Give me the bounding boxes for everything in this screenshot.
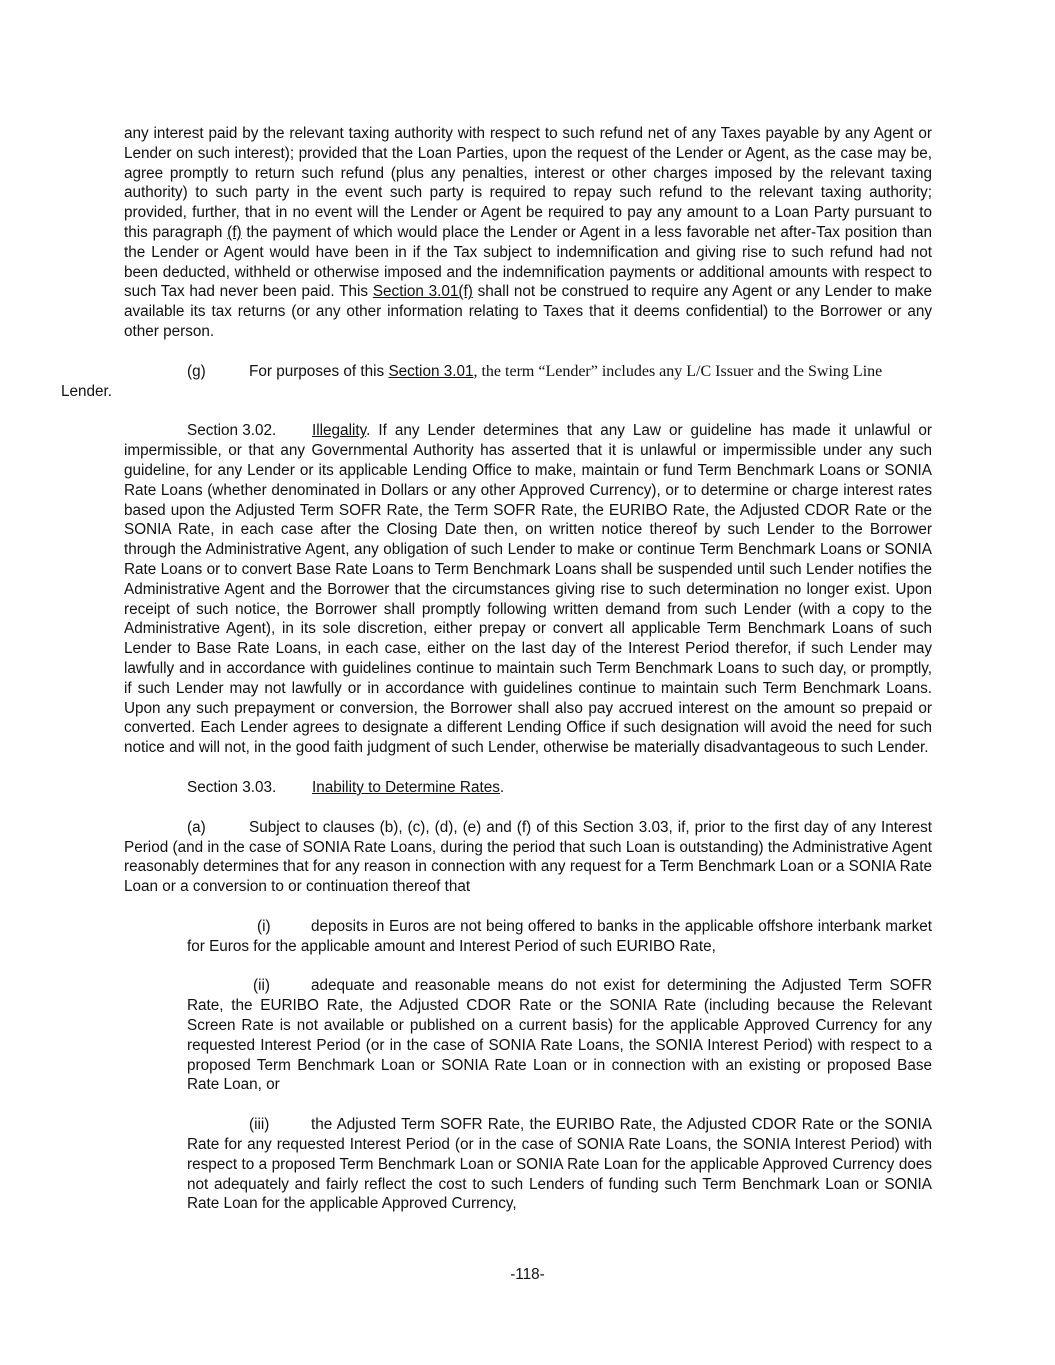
text: the Adjusted Term SOFR Rate, the EURIBO Rate, the Adjusted CDOR Rate or the SONIA Rate for any requested Interest Period (or in the case of SONIA Rate Loans, the SONIA Interest Period) with respect to a proposed Term Benchmark Loan or SONIA Rate Loan for the applicable Approved Currency does not adequately and fairly reflect the cost to such Lenders of funding such Term Benchmark Loan or SONIA Rate Loan for the applicable Approved Currency, <box>187 1116 932 1213</box>
clause-label: (iii) <box>249 1116 270 1134</box>
section-3-03 <box>124 778 932 798</box>
text: shall not be construed to require any Agent or any Lender to make available its tax returns (or any other information relating to Taxes that it deems confidential) to the Borrower or any other person. <box>124 283 933 340</box>
section-heading: Inability to Determine Rates <box>312 778 500 796</box>
cross-reference: Section 3.01(f) <box>372 283 473 301</box>
clause-label: (a) <box>187 818 206 836</box>
clause-label: (g) <box>187 362 206 380</box>
clause-label: (i) <box>257 917 271 935</box>
text: adequate and reasonable means do not exist for determining the Adjusted Term SOFR Rate, the EURIBO Rate, the Adjusted CDOR Rate or the SONIA Rate (including because the Relevant Screen Rate is not available or published on a current basis) for the applicable Approved Currency for any requested Interest Period (or in the case of SONIA Rate Loans, the SONIA Interest Period) with respect to a proposed Term Benchmark Loan or SONIA Rate Loan or in connection with an existing or proposed Base Rate Loan, or <box>187 977 932 1094</box>
section-label: Section 3.03. <box>187 778 277 796</box>
text: deposits in Euros are not being offered to banks in the applicable offshore interbank market for Euros for the applicable amount and Interest Period of such EURIBO Rate, <box>187 917 932 955</box>
text: Lender. <box>61 382 113 400</box>
document-page <box>61 124 933 1214</box>
text: For purposes of this <box>249 362 389 380</box>
page-number: -118- <box>510 1266 545 1283</box>
paragraph-f-continuation <box>124 124 932 342</box>
text: , the term “Lender” includes any L/C Issuer and the Swing Line <box>473 362 883 380</box>
paragraph-g <box>61 362 932 402</box>
cross-reference: (f) <box>227 223 242 241</box>
clause-a <box>124 818 932 897</box>
text: . If any Lender determines that any Law or guideline has made it unlawful or impermissible, or that any Governmental Authority has asserted that it is unlawful or impermissible under any such guideline, for any Lender or its applicable Lending Office to make, maintain or fund Term Benchmark Loans or SONIA Rate Loans (whether denominated in Dollars or any other Approved Currency), or to determine or charge interest rates based upon the Adjusted Term SOFR Rate, the Term SOFR Rate, the EURIBO Rate, the Adjusted CDOR Rate or the SONIA Rate, in each case after the Closing Date then, on written notice thereof by such Lender to the Borrower through the Administrative Agent, any obligation of such Lender to make or continue Term Benchmark Loans or SONIA Rate Loans or to convert Base Rate Loans to Term Benchmark Loans shall be suspended until such Lender notifies the Administrative Agent and the Borrower that the circumstances giving rise to such determination no longer exist. Upon receipt of such notice, the Borrower shall promptly following written demand from such Lender (with a copy to the Administrative Agent), in its sole discretion, either prepay or convert all applicable Term Benchmark Loans of such Lender to Base Rate Loans, in each case, either on the last day of the Interest Period therefor, if such Lender may lawfully and in accordance with guidelines continue to maintain such Term Benchmark Loans to such day, or promptly, if such Lender may not lawfully or in accordance with guidelines continue to maintain such Term Benchmark Loans. Upon any such prepayment or conversion, the Borrower shall also pay accrued interest on the amount so prepaid or converted. Each Lender agrees to designate a different Lending Office if such designation will avoid the need for such notice and will not, in the good faith judgment of such Lender, otherwise be materially disadvantageous to such Lender. <box>124 422 932 757</box>
text: Subject to clauses (b), (c), (d), (e) and (f) of this Section 3.03, if, prior to the first day of any Interest Period (and in the case of SONIA Rate Loans, during the period that such Loan is outstanding) the Administrative Agent reasonably determines that for any reason in connection with any request for a Term Benchmark Loan or a SONIA Rate Loan or a conversion to or continuation thereof that <box>124 818 932 896</box>
cross-reference: Section 3.01 <box>388 362 474 380</box>
section-3-02 <box>124 421 932 758</box>
clause-ii <box>187 976 932 1095</box>
clause-iii <box>187 1115 932 1214</box>
clause-i <box>187 917 932 957</box>
text: the payment of which would place the Lender or Agent in a less favorable net after-Tax position than the Lender or Agent would have been in if the Tax subject to indemnification and giving rise to such refund had not been deducted, withheld or otherwise imposed and the indemnification payments or additional amounts with respect to such Tax had never been paid. This <box>124 223 932 301</box>
section-label: Section 3.02. <box>187 422 277 440</box>
section-heading: Illegality <box>312 422 367 440</box>
text: . <box>499 778 505 796</box>
clause-label: (ii) <box>253 977 270 995</box>
text: any interest paid by the relevant taxing authority with respect to such refund net of any Taxes payable by any Agent or Lender on such interest); provided that the Loan Parties, upon the request of the Lender or Agent, as the case may be, agree promptly to return such refund (plus any penalties, interest or other charges imposed by the relevant taxing authority) to such party in the event such party is required to repay such refund to the relevant taxing authority; provided, further, that in no event will the Lender or Agent be required to pay any amount to a Loan Party pursuant to this paragraph <box>124 125 932 241</box>
